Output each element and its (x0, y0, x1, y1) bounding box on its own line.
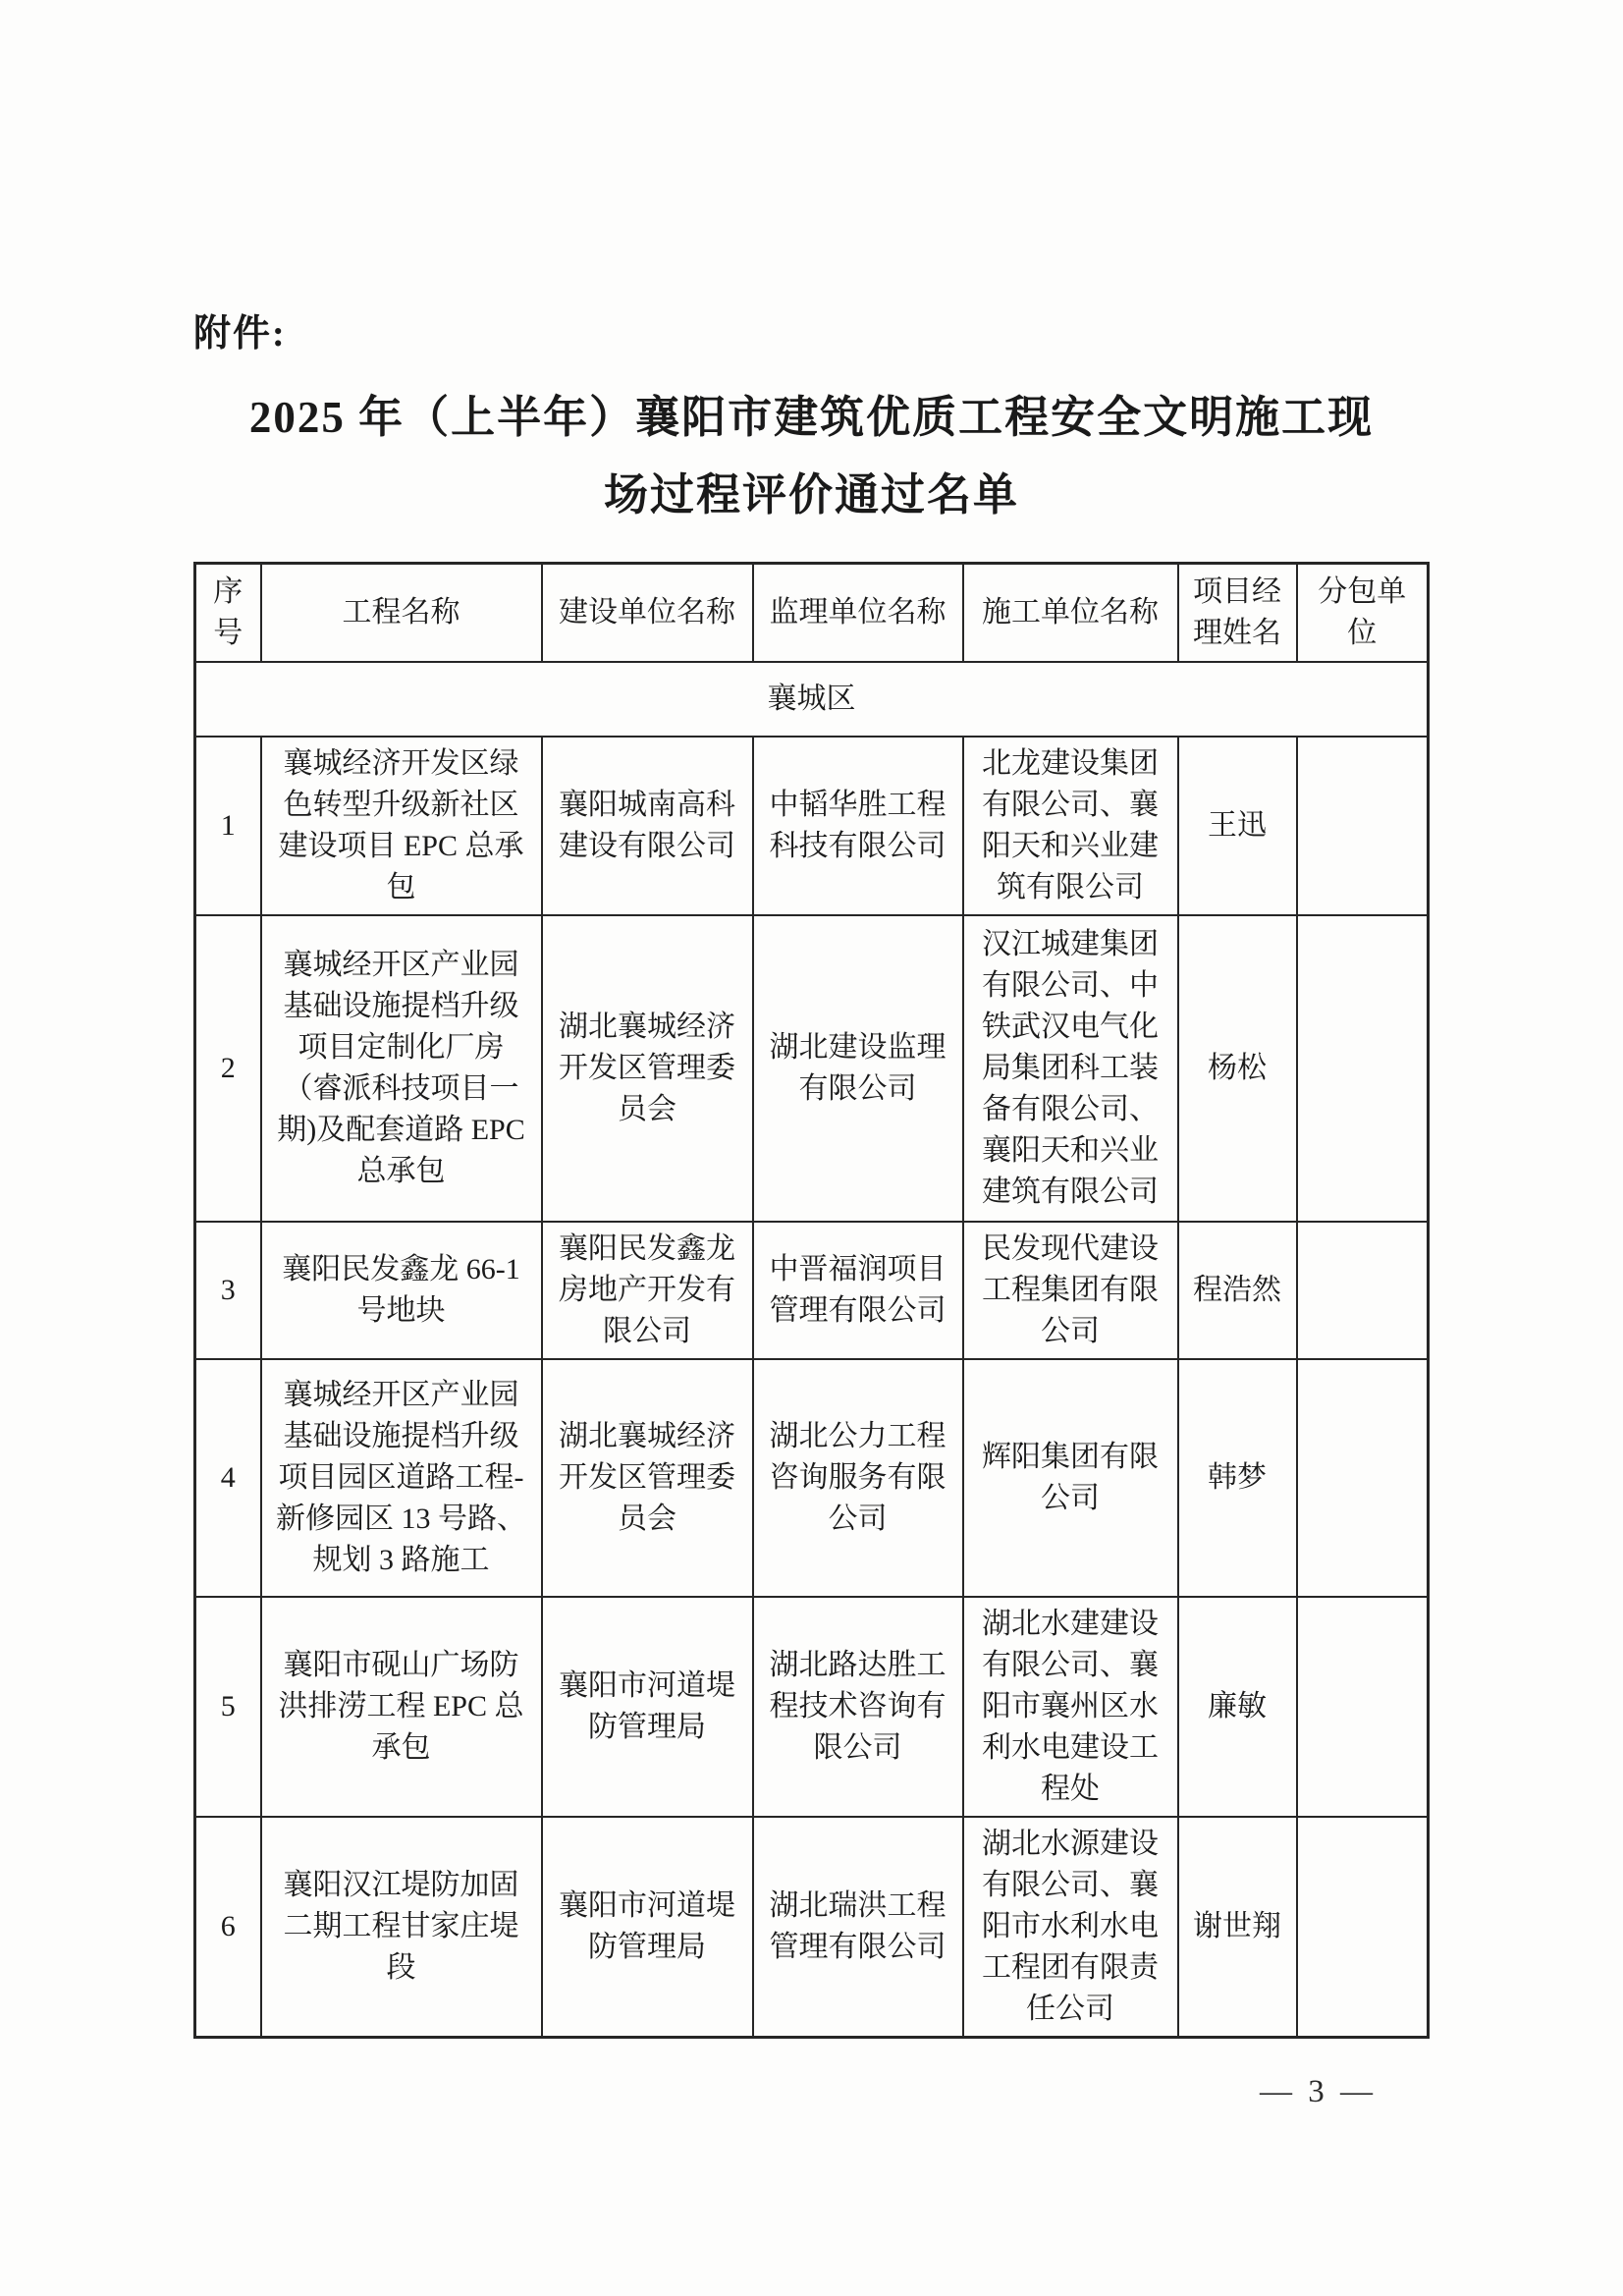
table-row (195, 1817, 1429, 2038)
col-header-owner: 建设单位名称 (542, 564, 753, 662)
table-row (195, 1359, 1429, 1597)
cell-manager: 程浩然 (1178, 1222, 1297, 1359)
cell-seq: 5 (195, 1597, 261, 1817)
cell-subcontractor (1297, 1817, 1429, 2038)
cell-project: 襄阳市砚山广场防洪排涝工程 EPC 总承包 (261, 1597, 542, 1817)
cell-manager: 杨松 (1178, 915, 1297, 1222)
cell-subcontractor (1297, 1597, 1429, 1817)
cell-contractor: 湖北水建建设有限公司、襄阳市襄州区水利水电建设工程处 (963, 1597, 1178, 1817)
section-row (195, 662, 1429, 737)
document-title (88, 379, 1535, 534)
cell-owner: 襄阳市河道堤防管理局 (542, 1817, 753, 2038)
cell-supervisor: 湖北公力工程咨询服务有限公司 (753, 1359, 963, 1597)
col-header-project: 工程名称 (261, 564, 542, 662)
col-header-contractor: 施工单位名称 (963, 564, 1178, 662)
table-row (195, 737, 1429, 915)
cell-seq: 4 (195, 1359, 261, 1597)
cell-owner: 湖北襄城经济开发区管理委员会 (542, 1359, 753, 1597)
cell-seq: 3 (195, 1222, 261, 1359)
cell-project: 襄城经开区产业园基础设施提档升级项目园区道路工程-新修园区 13 号路、规划 3 路施工 (261, 1359, 542, 1597)
cell-project: 襄阳民发鑫龙 66-1 号地块 (261, 1222, 542, 1359)
cell-contractor: 湖北水源建设有限公司、襄阳市水利水电工程团有限责任公司 (963, 1817, 1178, 2038)
cell-project: 襄阳汉江堤防加固二期工程甘家庄堤段 (261, 1817, 542, 2038)
cell-project: 襄城经济开发区绿色转型升级新社区建设项目 EPC 总承包 (261, 737, 542, 915)
table-row (195, 915, 1429, 1222)
cell-contractor: 辉阳集团有限公司 (963, 1359, 1178, 1597)
cell-seq: 6 (195, 1817, 261, 2038)
cell-manager: 王迅 (1178, 737, 1297, 915)
cell-supervisor: 中晋福润项目管理有限公司 (753, 1222, 963, 1359)
title-line-1: 2025 年（上半年）襄阳市建筑优质工程安全文明施工现 (248, 393, 1375, 442)
cell-owner: 襄阳市河道堤防管理局 (542, 1597, 753, 1817)
cell-owner: 襄阳民发鑫龙房地产开发有限公司 (542, 1222, 753, 1359)
cell-subcontractor (1297, 737, 1429, 915)
col-header-seq: 序号 (195, 564, 261, 662)
cell-seq: 1 (195, 737, 261, 915)
cell-contractor: 汉江城建集团有限公司、中铁武汉电气化局集团科工装备有限公司、襄阳天和兴业建筑有限公司 (963, 915, 1178, 1222)
cell-supervisor: 湖北建设监理有限公司 (753, 915, 963, 1222)
col-header-manager: 项目经理姓名 (1178, 564, 1297, 662)
cell-supervisor: 湖北路达胜工程技术咨询有限公司 (753, 1597, 963, 1817)
cell-owner: 襄阳城南高科建设有限公司 (542, 737, 753, 915)
table-row (195, 1597, 1429, 1817)
cell-supervisor: 中韬华胜工程科技有限公司 (753, 737, 963, 915)
page-number: — 3 — (1260, 2074, 1377, 2109)
cell-subcontractor (1297, 1222, 1429, 1359)
cell-subcontractor (1297, 1359, 1429, 1597)
cell-supervisor: 湖北瑞洪工程管理有限公司 (753, 1817, 963, 2038)
cell-project: 襄城经开区产业园基础设施提档升级项目定制化厂房（睿派科技项目一期)及配套道路 EPC 总承包 (261, 915, 542, 1222)
cell-manager: 谢世翔 (1178, 1817, 1297, 2038)
col-header-supervisor: 监理单位名称 (753, 564, 963, 662)
project-evaluation-table (193, 562, 1430, 2039)
cell-subcontractor (1297, 915, 1429, 1222)
attachment-label: 附件: (193, 313, 287, 355)
cell-manager: 廉敏 (1178, 1597, 1297, 1817)
cell-contractor: 民发现代建设工程集团有限公司 (963, 1222, 1178, 1359)
col-header-subcontractor: 分包单位 (1297, 564, 1429, 662)
cell-manager: 韩梦 (1178, 1359, 1297, 1597)
table-header-row (195, 564, 1429, 662)
table-row (195, 1222, 1429, 1359)
section-label: 襄城区 (195, 662, 1429, 737)
cell-seq: 2 (195, 915, 261, 1222)
title-line-2: 场过程评价通过名单 (603, 470, 1019, 519)
cell-owner: 湖北襄城经济开发区管理委员会 (542, 915, 753, 1222)
cell-contractor: 北龙建设集团有限公司、襄阳天和兴业建筑有限公司 (963, 737, 1178, 915)
